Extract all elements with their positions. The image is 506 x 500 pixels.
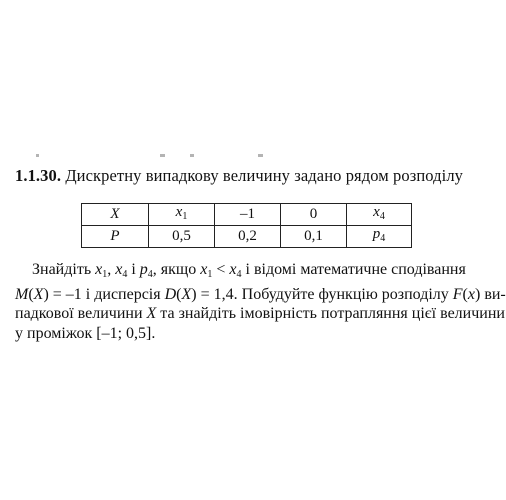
task-line-2: M(X) = –1 і дисперсія D(X) = 1,4. Побудуйте функцію розподілу F(x) ви- [15,285,506,303]
scan-artifact [160,154,165,157]
problem-statement: Дискретну випадкову величину задано рядом розподілу [65,166,464,185]
table-row-x [82,204,412,226]
task-line-3: падкової величини X та знайдіть імовірність потрапляння цієї величини [15,305,505,322]
table-cell: $x_4$ [347,204,412,226]
scan-artifact [258,154,263,157]
task-line-4: у проміжок [–1; 0,5]. [15,324,156,342]
table-cell: $p_4$ [347,226,412,248]
scan-artifact [190,154,194,157]
task-line-1: Знайдіть $x_1$, $x_4$ і $p_4$, якщо $x_1 < x_4$ і відомі математичне сподівання [32,261,466,280]
table-cell: $x_1$ [149,204,215,226]
problem-heading [15,166,463,186]
task-text [15,260,506,343]
table-cell: 0 [281,204,347,226]
distribution-table [81,203,412,248]
problem-number: 1.1.30. [15,166,62,185]
table-cell: –1 [215,204,281,226]
scan-artifact [36,154,39,157]
row-header-x: X [82,204,149,226]
table-cell: 0,2 [215,226,281,248]
table-cell: 0,1 [281,226,347,248]
table-row-p [82,226,412,248]
table-cell: 0,5 [149,226,215,248]
row-header-p: P [82,226,149,248]
